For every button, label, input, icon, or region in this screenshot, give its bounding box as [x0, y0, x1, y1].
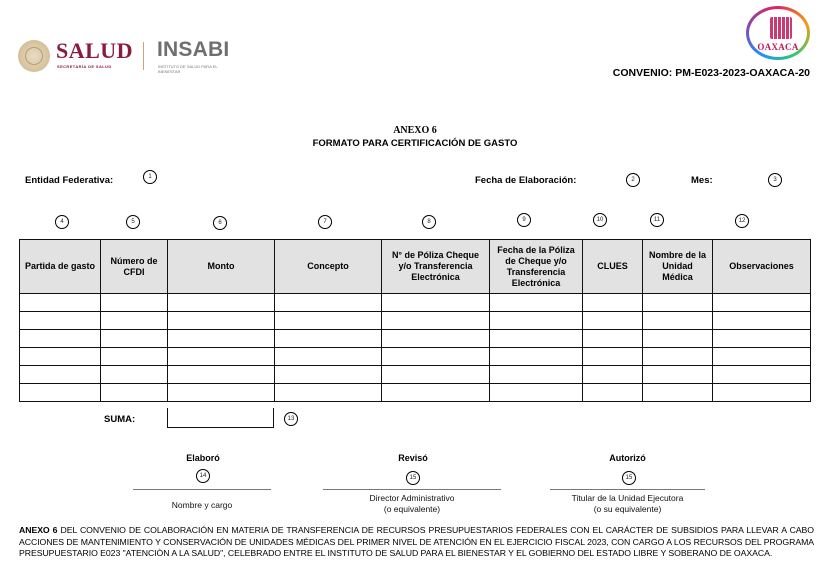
table-cell[interactable] — [275, 312, 382, 330]
column-marker: 9 — [517, 213, 531, 227]
table-cell[interactable] — [382, 312, 490, 330]
col-header-fecha-poliza: Fecha de la Póliza de Cheque y/o Transferencia Electrónica — [490, 240, 583, 294]
table-cell[interactable] — [382, 366, 490, 384]
signature-elaboro-title: Elaboró — [186, 453, 220, 463]
signature-autorizo-title: Autorizó — [609, 453, 646, 463]
table-cell[interactable] — [101, 330, 168, 348]
salud-logo-text: SALUD — [56, 38, 134, 63]
signature-autorizo-marker: 15 — [622, 471, 636, 485]
suma-label: SUMA: — [104, 414, 136, 425]
fecha-label: Fecha de Elaboración: — [475, 175, 577, 186]
table-cell[interactable] — [168, 348, 275, 366]
table-cell[interactable] — [713, 348, 811, 366]
salud-logo-subtitle: SECRETARÍA DE SALUD — [57, 64, 112, 69]
table-cell[interactable] — [168, 366, 275, 384]
footer-text: DEL CONVENIO DE COLABORACIÓN EN MATERIA DE TRANSFERENCIA DE RECURSOS PRESUPUESTARIOS FEDERALES CON EL CARÁCTER DE SUBSIDIOS PARA LLEVAR A CABO ACCIONES DE MANTENIMIENTO Y CONSERVACIÓN DE UNIDADES MÉDICAS DEL PRIMER NIVEL DE ATENCIÓN EN EL EJERCICIO FISCAL 2023, CON CARGO A LOS RECURSOS DEL PROGRAMA PRESUPUESTARIO E023 "ATENCIÒN A LA SALUD", CELEBRADO ENTRE EL INSTITUTO DE SALUD PARA EL BIENESTAR Y EL GOBIERNO DEL ESTADO LIBRE Y SOBERANO DE OAXACA. — [19, 525, 814, 558]
table-cell[interactable] — [643, 384, 713, 402]
table-cell[interactable] — [101, 366, 168, 384]
column-marker: 8 — [422, 215, 436, 229]
signature-reviso-line — [323, 489, 501, 490]
table-cell[interactable] — [382, 294, 490, 312]
fecha-marker: 2 — [626, 173, 640, 187]
table-row — [20, 330, 811, 348]
table-cell[interactable] — [490, 330, 583, 348]
col-header-clues: CLUES — [583, 240, 643, 294]
signature-elaboro-caption: Nombre y cargo — [171, 500, 233, 510]
table-cell[interactable] — [583, 384, 643, 402]
col-header-monto: Monto — [168, 240, 275, 294]
signature-reviso-marker: 15 — [406, 471, 420, 485]
table-cell[interactable] — [490, 294, 583, 312]
table-row — [20, 384, 811, 402]
table-cell[interactable] — [713, 384, 811, 402]
anexo-title: ANEXO 6 — [393, 125, 437, 136]
table-row — [20, 312, 811, 330]
oaxaca-emblem-icon — [770, 17, 792, 39]
table-cell[interactable] — [583, 348, 643, 366]
table-cell[interactable] — [20, 312, 101, 330]
column-marker: 12 — [735, 214, 749, 228]
col-header-concepto: Concepto — [275, 240, 382, 294]
table-cell[interactable] — [643, 348, 713, 366]
mes-marker: 3 — [768, 173, 782, 187]
table-cell[interactable] — [101, 294, 168, 312]
col-header-observaciones: Observaciones — [713, 240, 811, 294]
table-cell[interactable] — [583, 294, 643, 312]
convenio-number: CONVENIO: PM-E023-2023-OAXACA-20 — [612, 67, 810, 79]
column-marker: 5 — [126, 215, 140, 229]
signature-autorizo-line — [550, 489, 705, 490]
table-cell[interactable] — [583, 312, 643, 330]
table-row — [20, 294, 811, 312]
table-cell[interactable] — [382, 384, 490, 402]
caption-line: (o su equivalente) — [593, 504, 662, 514]
table-cell[interactable] — [583, 366, 643, 384]
table-cell[interactable] — [713, 330, 811, 348]
table-cell[interactable] — [168, 384, 275, 402]
table-cell[interactable] — [275, 348, 382, 366]
table-cell[interactable] — [583, 330, 643, 348]
caption-line: Titular de la Unidad Ejecutora — [571, 493, 684, 503]
insabi-logo-subtitle: INSTITUTO DE SALUD PARA EL BIENESTAR — [158, 64, 218, 74]
col-header-unidad-medica: Nombre de la Unidad Médica — [643, 240, 713, 294]
table-cell[interactable] — [275, 384, 382, 402]
table-cell[interactable] — [713, 294, 811, 312]
table-cell[interactable] — [643, 312, 713, 330]
insabi-logo-text: INSABI — [157, 38, 230, 61]
table-cell[interactable] — [382, 330, 490, 348]
table-cell[interactable] — [20, 384, 101, 402]
signature-elaboro-line — [133, 489, 271, 490]
signature-elaboro-marker: 14 — [196, 469, 210, 483]
table-cell[interactable] — [101, 348, 168, 366]
table-cell[interactable] — [643, 366, 713, 384]
mes-label: Mes: — [691, 175, 713, 186]
table-cell[interactable] — [382, 348, 490, 366]
column-marker: 7 — [318, 215, 332, 229]
caption-line: (o equivalente) — [383, 504, 441, 514]
table-cell[interactable] — [643, 330, 713, 348]
insabi-logo — [157, 38, 247, 78]
signature-reviso-title: Revisó — [398, 453, 428, 463]
table-cell[interactable] — [643, 294, 713, 312]
table-cell[interactable] — [20, 348, 101, 366]
form-title: FORMATO PARA CERTIFICACIÓN DE GASTO — [312, 138, 518, 149]
suma-marker: 13 — [284, 412, 298, 426]
table-cell[interactable] — [490, 348, 583, 366]
table-cell[interactable] — [713, 312, 811, 330]
footer-bold: ANEXO 6 — [19, 525, 58, 535]
column-marker: 11 — [650, 213, 664, 227]
column-marker: 4 — [55, 215, 69, 229]
table-cell[interactable] — [168, 312, 275, 330]
table-cell[interactable] — [275, 366, 382, 384]
caption-line: Director Administrativo — [369, 493, 455, 503]
table-row — [20, 348, 811, 366]
entidad-label: Entidad Federativa: — [25, 175, 114, 186]
table-cell[interactable] — [490, 384, 583, 402]
oaxaca-logo — [746, 6, 810, 60]
column-marker: 10 — [593, 213, 607, 227]
signature-autorizo-caption — [540, 493, 715, 515]
expense-table — [19, 239, 811, 402]
table-cell[interactable] — [275, 294, 382, 312]
table-cell[interactable] — [168, 330, 275, 348]
table-cell[interactable] — [20, 330, 101, 348]
table-cell[interactable] — [168, 294, 275, 312]
logo-divider — [143, 42, 144, 70]
suma-value-field[interactable] — [167, 408, 274, 428]
col-header-poliza: N° de Póliza Cheque y/o Transferencia Electrónica — [382, 240, 490, 294]
entidad-marker: 1 — [143, 170, 157, 184]
table-cell[interactable] — [20, 366, 101, 384]
table-header-row — [20, 240, 811, 294]
footer-legal-text — [19, 525, 814, 560]
table-cell[interactable] — [101, 312, 168, 330]
signature-reviso-caption — [323, 493, 501, 515]
table-row — [20, 366, 811, 384]
column-marker: 6 — [213, 216, 227, 230]
table-cell[interactable] — [101, 384, 168, 402]
oaxaca-logo-text: OAXACA — [757, 42, 799, 52]
national-seal-icon — [18, 40, 50, 72]
table-cell[interactable] — [20, 294, 101, 312]
col-header-partida: Partida de gasto — [20, 240, 101, 294]
table-cell[interactable] — [713, 366, 811, 384]
salud-logo — [18, 38, 136, 74]
table-cell[interactable] — [490, 312, 583, 330]
col-header-cfdi: Número de CFDI — [101, 240, 168, 294]
table-cell[interactable] — [490, 366, 583, 384]
table-cell[interactable] — [275, 330, 382, 348]
